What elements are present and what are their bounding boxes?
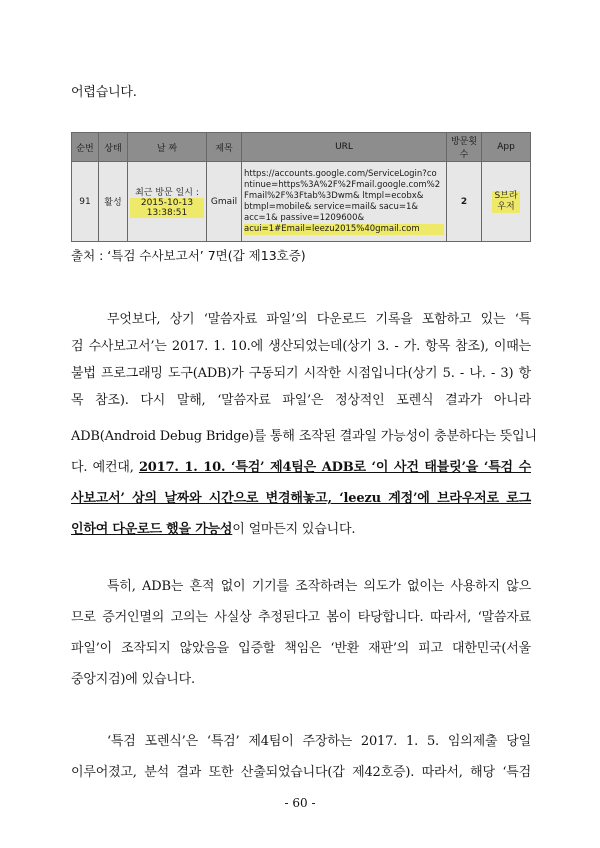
cell-app xyxy=(482,162,531,242)
para3-line: ‘특검 포렌식’은 ‘특검’ 제4팀이 주장하는 2017. 1. 5. 임의제출 당일 xyxy=(107,734,531,749)
para1-line: ADB(Android Debug Bridge)를 통해 조작된 결과일 가능성이 충분하다는 뜻입니 xyxy=(71,429,537,444)
url-line: Fmail%2F%3Ftab%3Dwm& ltmpl=ecobx& xyxy=(244,190,424,201)
para2-line: 파일’이 조작되지 않았음을 입증할 책임은 ‘반환 재판’의 피고 대한민국(서울 xyxy=(71,641,531,656)
para1-emphasis: 사보고서’ 상의 날짜와 시간으로 변경해놓고, ‘leezu 계정’에 브라우저로 로그 xyxy=(71,491,531,506)
header-date: 날 짜 xyxy=(128,133,207,162)
para1-emphasis: 인하여 다운로드 했을 가능성 xyxy=(71,522,233,537)
para1-line-7 xyxy=(71,490,531,508)
url-line: ntinue=https%3A%2F%2Fmail.google.com%2 xyxy=(244,179,441,190)
intro-line: 어렵습니다. xyxy=(71,85,137,100)
para1-line: 검 수사보고서’는 2017. 1. 10.에 생산되었는데(상기 3. - 가. 항목 참조), 이때는 xyxy=(71,339,531,354)
app-label: S브라우저 xyxy=(492,191,520,213)
url-line: acc=1& passive=1209600& xyxy=(244,212,365,223)
header-url: URL xyxy=(242,133,447,162)
table-row xyxy=(72,162,531,242)
date-line: 2015-10-13 xyxy=(130,198,204,208)
url-line: https://accounts.google.com/ServiceLogin?co xyxy=(244,168,437,179)
header-title: 제목 xyxy=(207,133,242,162)
date-line: 최근 방문 일시 : xyxy=(135,188,199,198)
para1-line-6 xyxy=(71,459,531,477)
url-line: btmpl=mobile& service=mail& sacu=1& xyxy=(244,201,419,212)
para2-line: 특히, ADB는 흔적 없이 기기를 조작하려는 의도가 없이는 사용하지 않으 xyxy=(107,579,531,594)
para2-line: 중앙지검)에 있습니다. xyxy=(71,672,195,687)
header-visits: 방문횟수 xyxy=(447,133,482,162)
date-line: 13:38:51 xyxy=(130,208,204,218)
header-status: 상태 xyxy=(99,133,128,162)
header-app: App xyxy=(482,133,531,162)
para1-line: 불법 프로그래밍 도구(ADB)가 구동되기 시작한 시점입니다(상기 5. - 나. - 3) 항 xyxy=(71,366,531,381)
para1-line: 무엇보다, 상기 ‘말씀자료 파일’의 다운로드 기록을 포함하고 있는 ‘특 xyxy=(107,312,531,327)
para2-line: 므로 증거인멸의 고의는 사실상 추정된다고 봄이 타당합니다. 따라서, ‘말씀자료 xyxy=(71,610,531,625)
url-line: acui=1#Email=leezu2015%40gmail.com xyxy=(244,224,444,235)
cell-title: Gmail xyxy=(207,162,242,242)
cell-url xyxy=(242,162,447,242)
page-number: - 60 - xyxy=(284,796,316,810)
table-header-row xyxy=(72,133,531,162)
evidence-table-image xyxy=(71,132,531,242)
para1-emphasis: 2017. 1. 10. ‘특검’ 제4팀은 ADB로 ‘이 사건 태블릿’을 ‘특검 수 xyxy=(138,460,531,475)
header-no: 순번 xyxy=(72,133,99,162)
cell-visits: 2 xyxy=(447,162,482,242)
browser-history-table xyxy=(71,132,531,242)
para1-text: 다. 예컨대, xyxy=(71,460,139,475)
para1-text: 이 얼마든지 있습니다. xyxy=(232,522,356,537)
cell-status: 활성 xyxy=(99,162,128,242)
para1-line-8 xyxy=(71,521,531,539)
cell-no: 91 xyxy=(72,162,99,242)
table-caption: 출처 : ‘특검 수사보고서’ 7면(갑 제13호증) xyxy=(71,248,306,263)
cell-date xyxy=(128,162,207,242)
para3-line: 이루어졌고, 분석 결과 또한 산출되었습니다(갑 제42호증). 따라서, 해당 ‘특검 xyxy=(71,765,531,780)
para1-line: 목 참조). 다시 말해, ‘말씀자료 파일’은 정상적인 포렌식 결과가 아니라 xyxy=(71,393,531,408)
